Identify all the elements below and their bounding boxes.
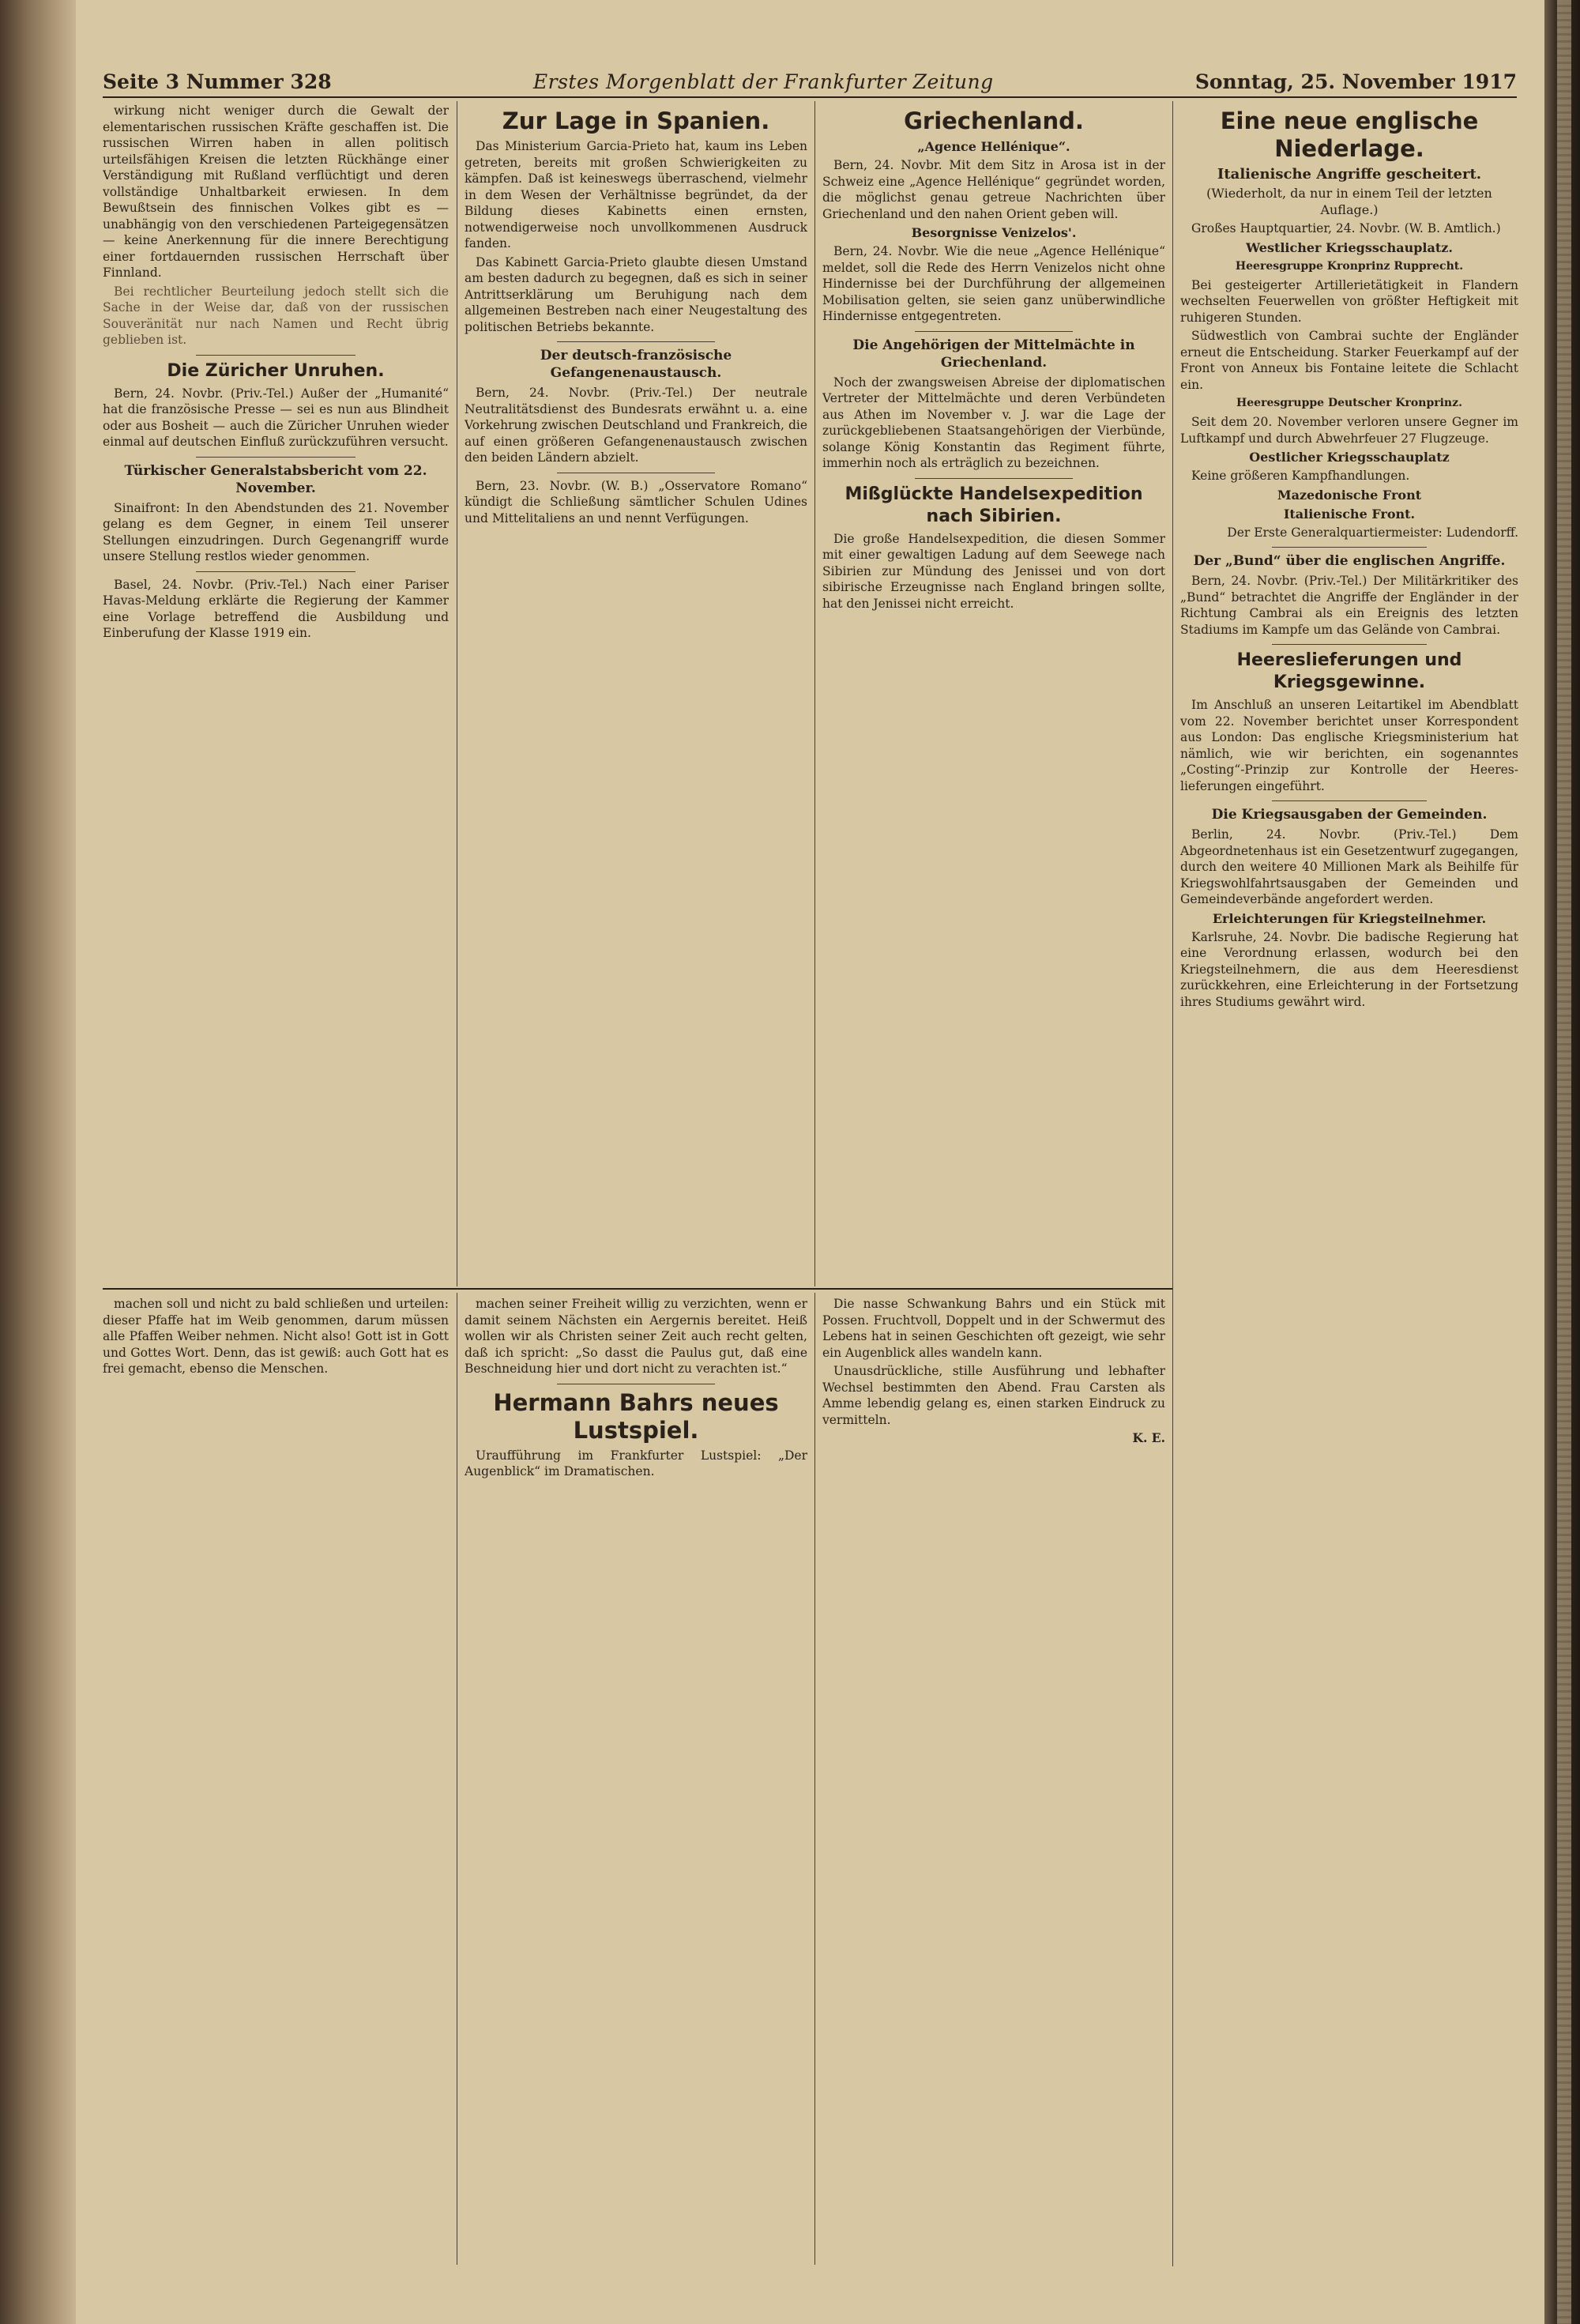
article-paragraph: Keine größeren Kampfhandlungen. [1191,469,1410,483]
reprint-note: (Wiederholt, da nur in einem Teil der letzten Auflage.) [1206,186,1492,217]
newspaper-name: Erstes Morgenblatt der Frankfurter Zeitung [532,70,994,93]
feuilleton-column-2 [465,1296,807,2265]
dateline: Großes Hauptquartier, 24. Novbr. (W. B. Amtlich.) [1191,221,1501,235]
signature: Der Erste Generalquartiermeister: Ludendorff. [1227,525,1518,540]
article-paragraph: Die große Handelsexpedition, die diesen Sommer mit einer gewaltigen Ladung auf dem Seewege nach Sibirien zur Mündung des Jenissei und von dort sibirische Erzeugnisse nach England bringen sollte, hat den Jenissei nicht erreicht. [822,531,1165,611]
article-paragraph: Berlin, 24. Novbr. (Priv.-Tel.) Dem Abgeordnetenhaus ist ein Gesetzentwurf zugegangen, durch den weitere 40 Millionen Mark als Beihilfe für Kriegswohlfahrtsausgaben der Gemeinden und Gemeindeverbände angefordert werden. [1180,827,1518,906]
column-rule [814,101,815,1286]
article-paragraph: machen soll und nicht zu bald schließen und urteilen: dieser Pfaffe hat im Weib genommen, darum müssen alle Pfaffen Weiber nehmen. Nicht also! Gott ist in Gott und Gottes Wort. Denn, das ist gewiß: auch Gott hat es frei gemacht, ebenso die Menschen. [103,1297,449,1376]
headline-handelsexpedition: Mißglückte Handelsexpedition nach Sibirien. [845,484,1143,526]
article-paragraph: Unausdrückliche, stille Ausführung und lebhafter Wechsel bestimmten den Abend. Frau Carsten als Amme lebendig gelang es, einen starken Eindruck zu vermitteln. [822,1364,1165,1427]
article-paragraph: Bern, 24. Novbr. (Priv.-Tel.) Der neutrale Neutralitätsdienst des Bundesrats erwähnt u. a. eine Vorkehrung zwischen Deutschland und Frankreich, die auf einen größeren Gefangenenaustausch zwischen den beiden Ländern abzielt. [465,386,807,465]
column-1 [103,103,449,1285]
headline-gefangenenaustausch: Der deutsch-französische Gefangenenaustausch. [540,348,732,381]
feuilleton-column-1 [103,1296,449,2265]
section-heading: Mazedonische Front [1277,487,1422,503]
section-heading: Heeresgruppe Kronprinz Rupprecht. [1235,259,1464,273]
article-paragraph: Bern, 24. Novbr. Mit dem Sitz in Arosa ist in der Schweiz eine „Agence Hellénique“ gegründet worden, die möglichst genau getreue Nachrichten über Griechenland und den nahen Orient geben will. [822,158,1165,221]
column-2 [465,103,807,1285]
column-rule [1172,101,1173,2266]
headline-bund: Der „Bund“ über die englischen Angriffe. [1193,553,1506,569]
article-paragraph: Bei rechtlicher Beurteilung jedoch stellt sich die Sache in der Weise dar, daß von der russischen Souveränität nur nach Namen und Recht übrig geblieben ist. [103,284,449,347]
column-3 [822,103,1165,1285]
subheadline: Italienische Angriffe gescheitert. [1217,166,1482,183]
section-heading: Erleichterungen für Kriegsteilnehmer. [1212,910,1487,926]
headline-kriegsausgaben: Die Kriegsausgaben der Gemeinden. [1211,807,1488,823]
headline-hermann-bahr: Hermann Bahrs neues Lustspiel. [493,1388,779,1444]
book-binding [0,0,76,2324]
article-paragraph: Seit dem 20. November verloren unsere Gegner im Luftkampf und durch Abwehrfeuer 27 Flugzeuge. [1180,415,1518,446]
article-paragraph: Sinaifront: In den Abendstunden des 21. November gelang es dem Gegner, in einem Teil unserer Stellungen einzudringen. Durch Gegenangriff wurde unsere Stellung restlos wieder genommen. [103,500,449,563]
column-4 [1180,103,1518,2265]
article-paragraph: Uraufführung im Frankfurter Lustspiel: „Der Augenblick“ im Dramatischen. [465,1448,807,1478]
feuilleton-column-3 [822,1296,1165,2265]
headline-griechenland: Griechenland. [904,107,1084,134]
subheadline: Besorgnisse Venizelos'. [911,225,1077,240]
article-paragraph: Bern, 23. Novbr. (W. B.) „Osservatore Romano“ kündigt die Schließung sämtlicher Schulen Udines und Mittelitaliens an und nennt Verfügungen. [465,478,807,525]
headline-lage-spanien: Zur Lage in Spanien. [502,107,770,134]
column-rule [814,1293,815,2265]
subheadline: „Agence Hellénique“. [917,139,1070,154]
page-number: Seite 3 Nummer 328 [103,70,332,93]
article-paragraph: Im Anschluß an unseren Leitartikel im Abendblatt vom 22. November berichtet unser Korrespondent aus London: Das englische Kriegsministerium hat nämlich, wie wir berichten, ein sogenanntes „Costing“-Prinzip zur Kontrolle der Heereslieferungen eingeführt. [1180,698,1518,793]
section-heading: Westlicher Kriegsschauplatz. [1246,239,1453,255]
headline-tuerkischer-bericht: Türkischer Generalstabsbericht vom 22. November. [124,462,427,496]
article-paragraph: Noch der zwangsweisen Abreise der diplomatischen Vertreter der Mittelmächte und deren Verbündeten aus Athen im November v. J. war die Lage der zurückgebliebenen Staatsangehörigen der Vierbünde, solange König Konstantin das Regiment führte, immerhin noch als erträglich zu bezeichnen. [822,375,1165,470]
article-paragraph: Südwestlich von Cambrai suchte der Engländer erneut die Entscheidung. Starker Feuerkampf auf der Front von Anneux bis Fontaine leitete die Schlacht ein. [1180,329,1518,392]
article-paragraph: Karlsruhe, 24. Novbr. Die badische Regierung hat eine Verordnung erlassen, wodurch bei den Kriegsteilnehmern, die aus dem Heeresdienst zurückkehren, eine Erleichterung in der Fortsetzung ihres Studiums gewährt wird. [1180,929,1518,1009]
page-header [103,66,1517,98]
article-paragraph: Die nasse Schwankung Bahrs und ein Stück mit Possen. Fruchtvoll, Doppelt und in der Schwermut des Lebens hat in seinen Geschichten oft gezeigt, wie sehr ein Augenblick alles wandeln kann. [822,1297,1165,1360]
article-paragraph: wirkung nicht weniger durch die Gewalt der elementarischen russischen Kräfte geschaffen ist. Die russischen Wirren haben in allen politisch urteilsfähigen Kreisen die letzten Rückhänge einer Verständigung mit Rußland verflüchtigt und deren vollständige Unhaltbarkeit erwiesen. In dem Bewußtsein des finnischen Volkes gibt es — unabhängig von den verschiedenen Parteigegensätzen — keine Anerkennung für die innere Berechtigung einer fortdauernden russischen Herrschaft über Finnland. [103,104,449,280]
page-date: Sonntag, 25. November 1917 [1194,70,1517,93]
article-paragraph: Das Ministerium Garcia-Prieto hat, kaum ins Leben getreten, bereits mit großen Schwierigkeiten zu kämpfen. Daß ist keineswegs überraschend, vielmehr in dem Wesen der Verhältnisse begründet, da der Bildung dieses Kabinetts einen ernsten, notwendigerweise noch unvollkommenen Ausdruck fanden. [465,139,807,250]
headline-heereslieferungen: Heereslieferungen und Kriegsgewinne. [1236,650,1462,692]
article-paragraph: Bei gesteigerter Artillerietätigkeit in Flandern wechselten Feuerwellen von größter Heftigkeit mit ruhigeren Stunden. [1180,277,1518,325]
newspaper-page [76,0,1544,2324]
article-paragraph: Bern, 24. Novbr. Wie die neue „Agence Hellénique“ meldet, soll die Rede des Herrn Venizelos nicht ohne Hindernisse bei der Durchführung der allgemeinen Mobilisation gelten, sie seien ganz unüberwindliche Hindernisse entgegentreten. [822,244,1165,323]
article-paragraph: Bern, 24. Novbr. (Priv.-Tel.) Außer der „Humanité“ hat die französische Presse — sei es nun aus Blindheit oder aus Bosheit — auch die Züricher Unruhen wieder einmal auf deutschen Einfluß zurückzuführen versucht. [103,386,449,449]
article-paragraph: Bern, 24. Novbr. (Priv.-Tel.) Der Militärkritiker des „Bund“ betrachtet die Angriffe der Engländer in der Richtung Cambrai als ein Ereignis des letzten Stadiums im Kampfe um das Gelände von Cambrai. [1180,574,1518,637]
author-signature: K. E. [1132,1430,1165,1445]
headline-englische-niederlage: Eine neue englische Niederlage. [1220,107,1479,162]
headline-zuericher-unruhen: Die Züricher Unruhen. [167,360,385,381]
article-paragraph: Basel, 24. Novbr. (Priv.-Tel.) Nach einer Pariser Havas-Meldung erklärte die Regierung der Kammer eine Vorlage betreffend die Ausbildung und Einberufung der Klasse 1919 ein. [103,577,449,640]
next-page-edge [1544,0,1580,2324]
section-heading: Heeresgruppe Deutscher Kronprinz. [1236,397,1462,409]
article-paragraph: machen seiner Freiheit willig zu verzichten, wenn er damit seinem Nächsten ein Aergernis bereitet. Heiß wollen wir als Christen seiner Zeit auch recht gelten, daß ich spricht: „So dasst die Paulus gut, daß eine Beschneidung hier und dort nicht zu verachten ist.“ [465,1297,807,1376]
headline-angehoerige-mittelmaechte: Die Angehörigen der Mittelmächte in Griechenland. [852,337,1135,371]
article-paragraph: Das Kabinett Garcia-Prieto glaubte diesen Umstand am besten dadurch zu begegnen, daß es sich in seiner Antrittserklärung um Beruhigung nach dem allgemeinen Bestreben nach einer Neugestaltung des politischen Betriebs bekannte. [465,254,807,334]
section-heading: Italienische Front. [1283,506,1416,522]
feuilleton-rule [103,1288,1172,1290]
section-heading: Oestlicher Kriegsschauplatz [1249,450,1450,465]
